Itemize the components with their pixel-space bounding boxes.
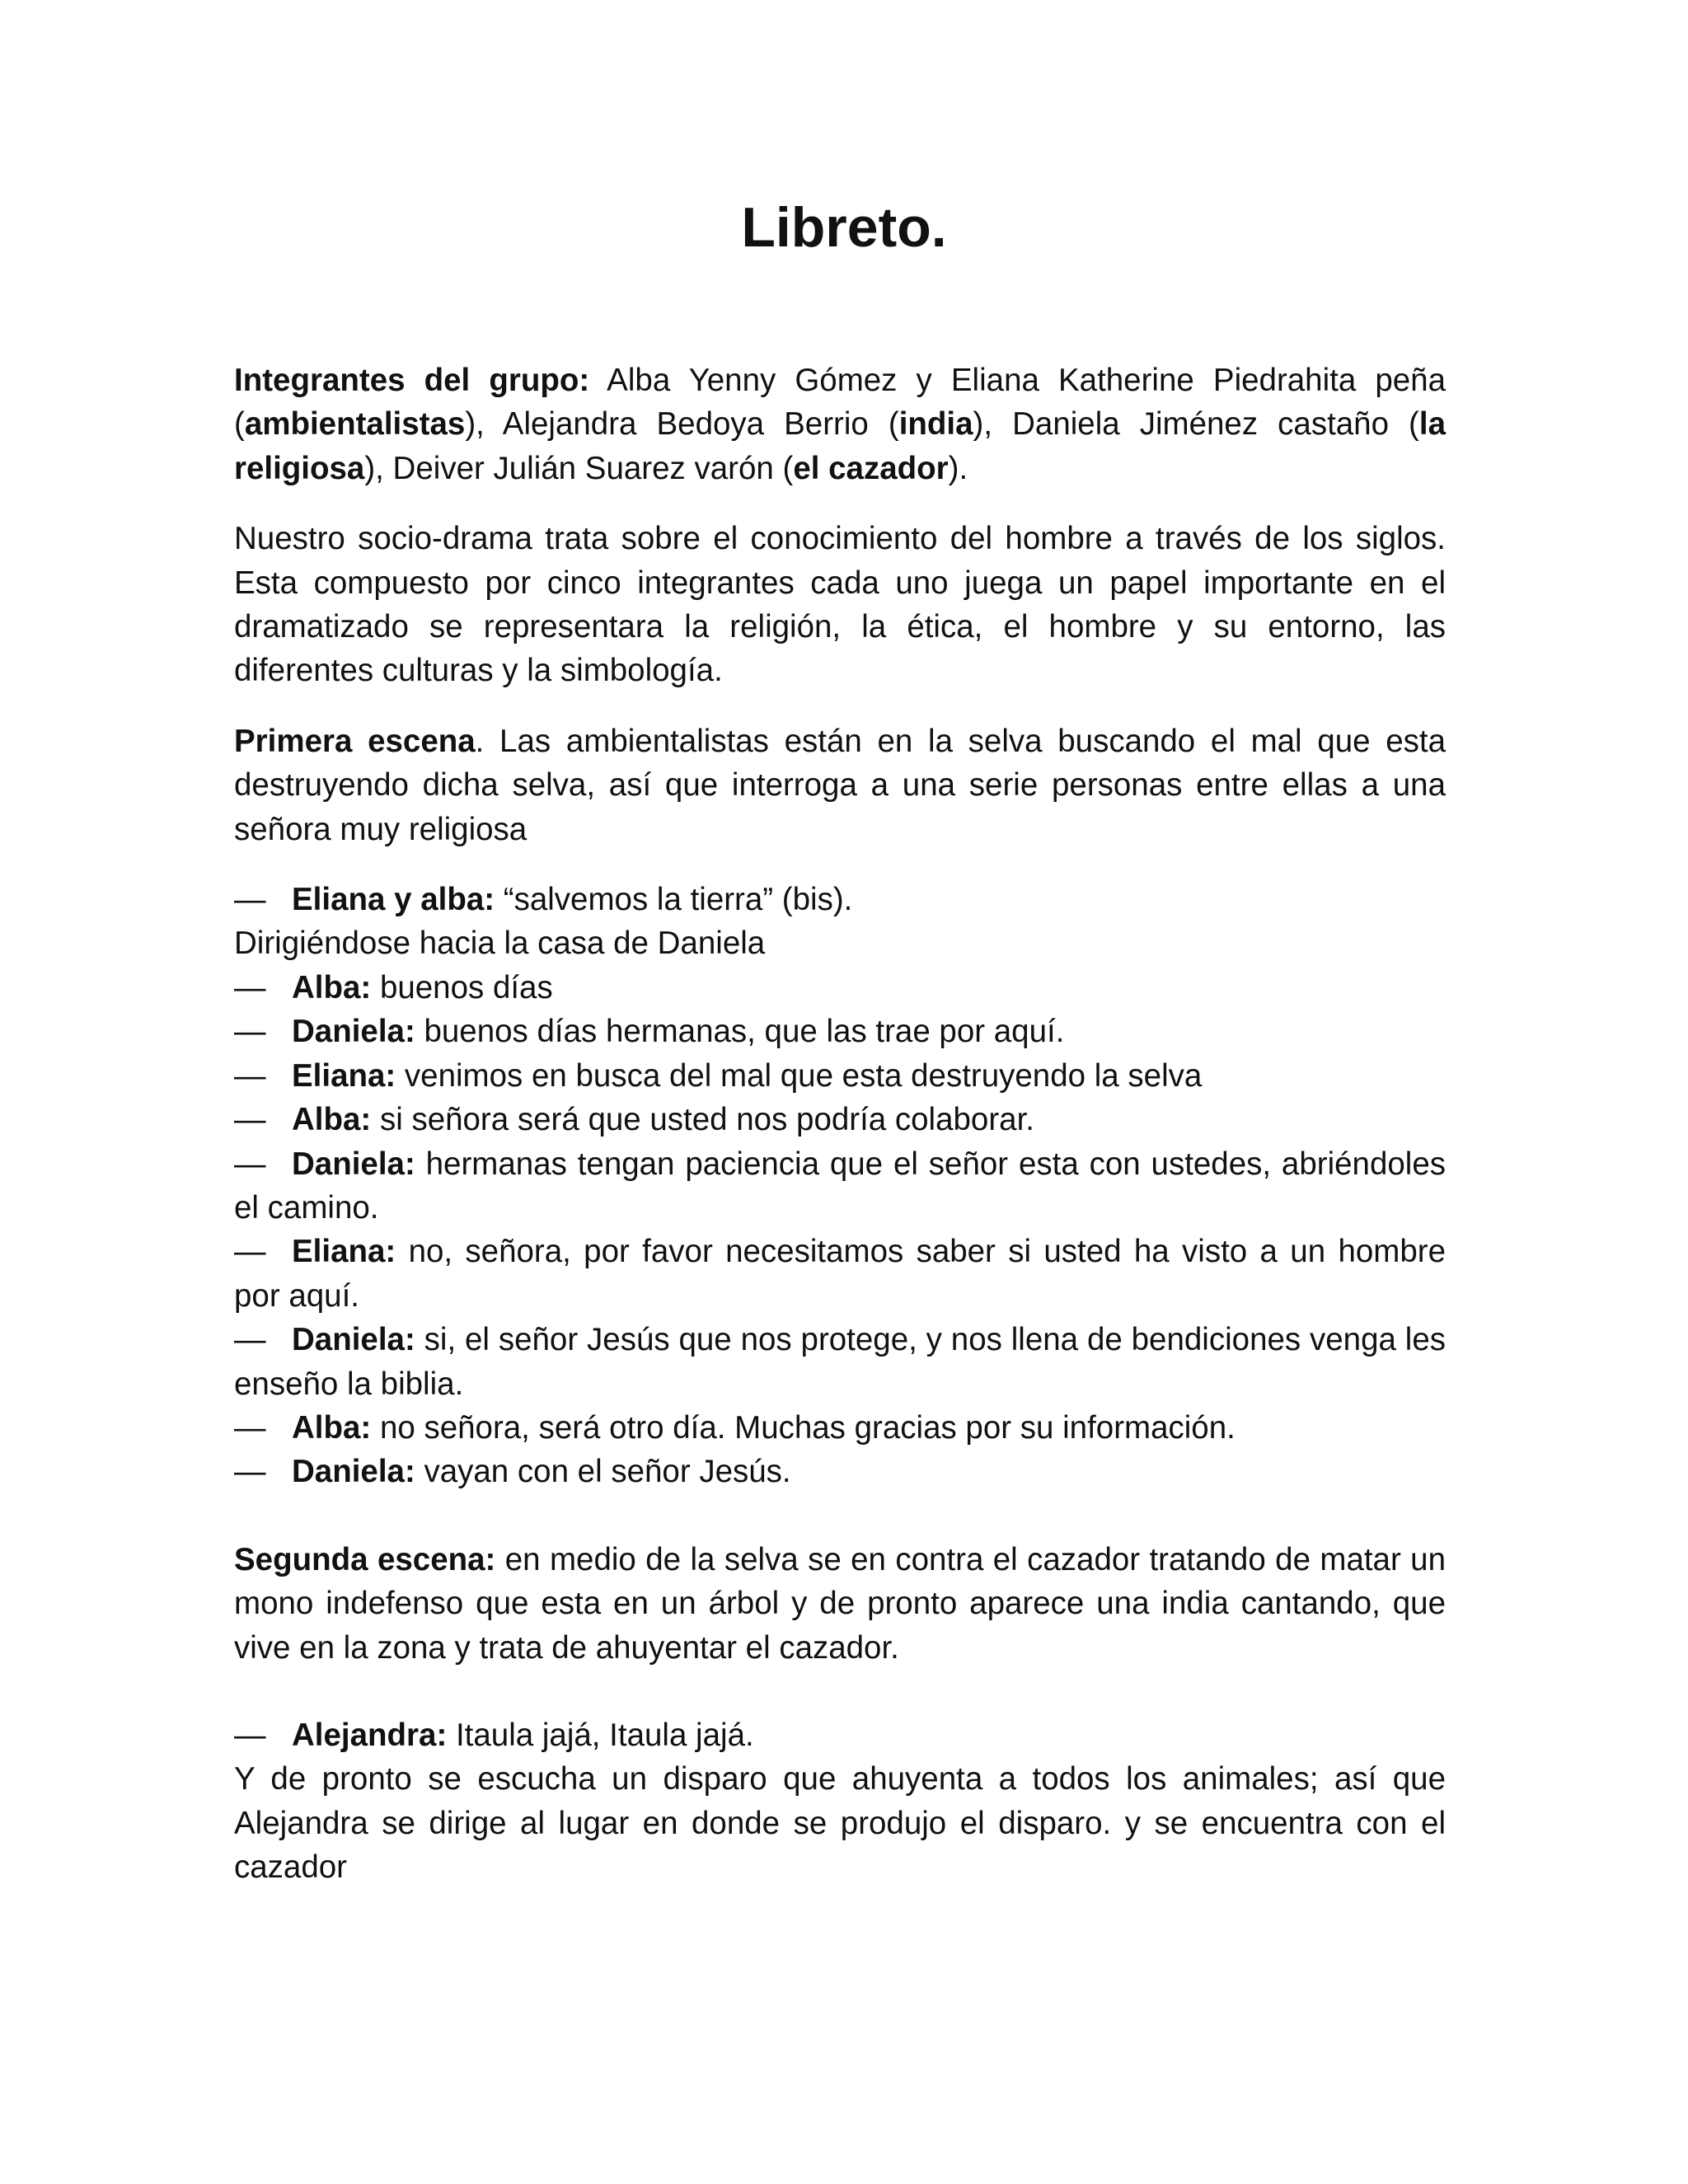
document-body — [234, 359, 1446, 1890]
speaker-name: Daniela: — [292, 1146, 415, 1182]
dialogue-line — [234, 1318, 1446, 1406]
dialogue-dash: — — [234, 1322, 266, 1358]
dialogue-line — [234, 1230, 1446, 1318]
speaker-line: “salvemos la tierra” (bis). — [495, 882, 853, 918]
speaker-line: buenos días — [371, 969, 553, 1005]
speaker-line: vayan con el señor Jesús. — [415, 1454, 791, 1490]
members-text: Alba Yenny Gómez y Eliana Katherine Piedrahita peña ( — [234, 363, 1446, 443]
speaker-name: Alba: — [292, 1409, 372, 1446]
role-india: india — [898, 406, 973, 443]
dialogue-dash: — — [234, 969, 266, 1005]
dialogue-line — [234, 1142, 1446, 1230]
speaker-line: hermanas tengan paciencia que el señor esta con ustedes, abriéndoles el camino. — [234, 1146, 1446, 1226]
dialogue-line — [234, 966, 1446, 1010]
dialogue-scene2 — [234, 1713, 1446, 1890]
speaker-line: no, señora, por favor necesitamos saber si usted ha visto a un hombre por aquí. — [234, 1234, 1446, 1314]
speaker-name: Daniela: — [292, 1014, 415, 1050]
members-paragraph — [234, 359, 1446, 490]
dialogue-scene1 — [234, 878, 1446, 1494]
speaker-line: buenos días hermanas, que las trae por aquí. — [415, 1014, 1065, 1050]
speaker-name: Daniela: — [292, 1454, 415, 1490]
members-text: ). — [948, 450, 968, 486]
dialogue-line — [234, 878, 1446, 921]
speaker-name: Eliana: — [292, 1057, 396, 1094]
stage-direction: Y de pronto se escucha un disparo que ahuyenta a todos los animales; así que Alejandra se dirige al lugar en donde se produjo el disparo. y se encuentra con el cazador — [234, 1761, 1446, 1886]
dialogue-line — [234, 1713, 1446, 1757]
dialogue-line — [234, 1450, 1446, 1493]
dialogue-line — [234, 1010, 1446, 1053]
dialogue-line — [234, 1406, 1446, 1450]
dialogue-dash: — — [234, 1454, 266, 1490]
speaker-name: Eliana y alba: — [292, 882, 495, 918]
scene2-paragraph — [234, 1538, 1446, 1670]
role-ambientalistas: ambientalistas — [244, 406, 466, 443]
dialogue-dash: — — [234, 1234, 266, 1270]
dialogue-dash: — — [234, 1146, 266, 1182]
dialogue-line — [234, 1098, 1446, 1141]
speaker-name: Alba: — [292, 969, 372, 1005]
dialogue-dash: — — [234, 882, 266, 918]
speaker-line: Itaula jajá, Itaula jajá. — [447, 1717, 754, 1753]
speaker-line: si, el señor Jesús que nos protege, y nos llena de bendiciones venga les enseño la biblia. — [234, 1322, 1446, 1402]
intro-paragraph: Nuestro socio-drama trata sobre el conocimiento del hombre a través de los siglos. Esta compuesto por cinco integrantes cada uno juega un papel importante en el dramatizado se representara la religión, la ética, el hombre y su entorno, las diferentes culturas y la simbología. — [234, 521, 1446, 689]
speaker-line: venimos en busca del mal que esta destruyendo la selva — [396, 1057, 1203, 1094]
speaker-name: Alba: — [292, 1102, 372, 1138]
scene2-label: Segunda escena: — [234, 1541, 496, 1577]
dialogue-dash: — — [234, 1409, 266, 1446]
role-cazador: el cazador — [793, 450, 949, 486]
dialogue-dash: — — [234, 1014, 266, 1050]
speaker-line: si señora será que usted nos podría colaborar. — [371, 1102, 1034, 1138]
members-label: Integrantes del grupo: — [234, 363, 590, 398]
dialogue-dash: — — [234, 1717, 266, 1753]
role-religiosa: la religiosa — [234, 406, 1446, 486]
stage-direction: Dirigiéndose hacia la casa de Daniela — [234, 926, 766, 962]
scene1-label: Primera escena — [234, 723, 476, 759]
scene2-text: en medio de la selva se en contra el cazador tratando de matar un mono indefenso que esta en un árbol y de pronto aparece una india cantando, que vive en la zona y trata de ahuyentar el cazador. — [234, 1541, 1447, 1666]
speaker-line: no señora, será otro día. Muchas gracias por su información. — [371, 1409, 1236, 1446]
speaker-name: Eliana: — [292, 1234, 396, 1270]
dialogue-dash: — — [234, 1102, 266, 1138]
scene1-paragraph — [234, 719, 1446, 851]
members-text: ), Daniela Jiménez castaño ( — [973, 406, 1419, 443]
members-text: ), Alejandra Bedoya Berrio ( — [465, 406, 899, 443]
members-text: ), Deiver Julián Suarez varón ( — [364, 450, 794, 486]
dialogue-line — [234, 1054, 1446, 1098]
page-title: Libreto. — [741, 196, 947, 259]
speaker-name: Alejandra: — [292, 1717, 448, 1753]
scene1-text: . Las ambientalistas están en la selva buscando el mal que esta destruyendo dicha selva, así que interroga a una serie personas entre ellas a una señora muy religiosa — [234, 723, 1446, 847]
dialogue-dash: — — [234, 1057, 266, 1094]
speaker-name: Daniela: — [292, 1322, 415, 1358]
